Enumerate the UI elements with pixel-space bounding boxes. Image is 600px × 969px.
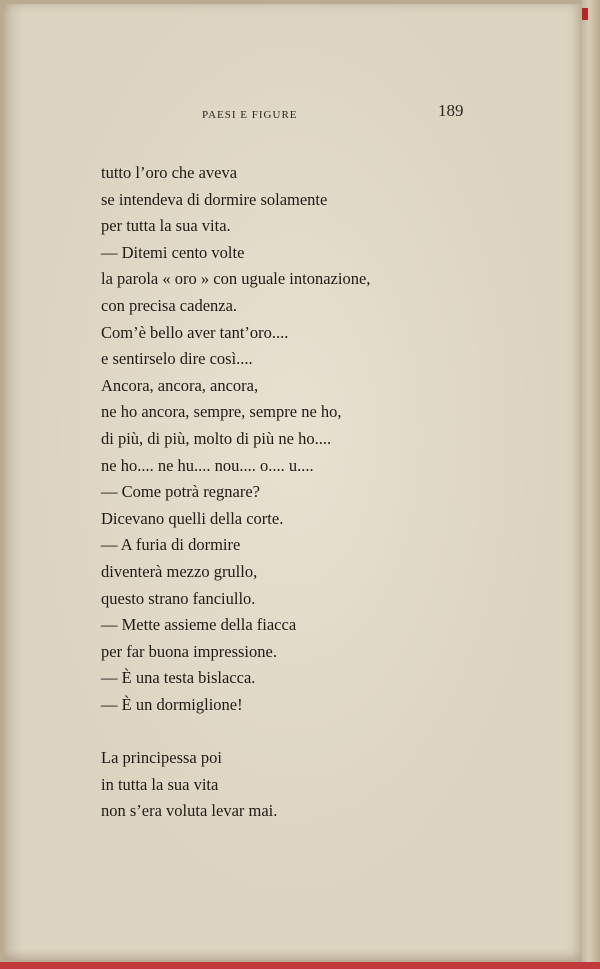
poem-text — [101, 160, 370, 825]
stanza-break — [101, 718, 370, 745]
poem-line: — A furia di dormire — [101, 535, 241, 555]
poem-line: — Come potrà regnare? — [101, 482, 260, 502]
poem-line: questo strano fanciullo. — [101, 588, 256, 608]
poem-line: — Mette assieme della fiacca — [101, 615, 297, 635]
poem-line: Ancora, ancora, ancora, — [101, 375, 259, 395]
poem-line: — Ditemi cento volte — [101, 242, 245, 262]
poem-line: per far buona impressione. — [101, 641, 277, 661]
poem-line: Com’è bello aver tant’oro.... — [101, 322, 289, 342]
poem-line: La principessa poi — [101, 748, 222, 768]
poem-line: Dicevano quelli della corte. — [101, 508, 284, 528]
poem-line: diventerà mezzo grullo, — [101, 561, 258, 581]
poem-line: di più, di più, molto di più ne ho.... — [101, 428, 332, 448]
poem-line: e sentirselo dire così.... — [101, 349, 253, 369]
book-cover-edge — [0, 962, 600, 969]
page-edge — [582, 0, 600, 969]
poem-line: ne ho.... ne hu.... nou.... o.... u.... — [101, 455, 314, 475]
poem-line: in tutta la sua vita — [101, 774, 219, 794]
page-number: 189 — [438, 101, 464, 120]
poem-line: — È un dormiglione! — [101, 694, 243, 714]
poem-line: per tutta la sua vita. — [101, 216, 231, 236]
running-title: PAESI E FIGURE — [202, 109, 298, 121]
poem-line: la parola « oro » con uguale intonazione, — [101, 269, 371, 289]
poem-line: — È una testa bislacca. — [101, 668, 256, 688]
poem-line: ne ho ancora, sempre, sempre ne ho, — [101, 402, 342, 422]
poem-line: con precisa cadenza. — [101, 295, 238, 315]
poem-line: se intendeva di dormire solamente — [101, 189, 328, 209]
poem-line: non s’era voluta levar mai. — [101, 801, 278, 821]
poem-line: tutto l’oro che aveva — [101, 163, 238, 182]
